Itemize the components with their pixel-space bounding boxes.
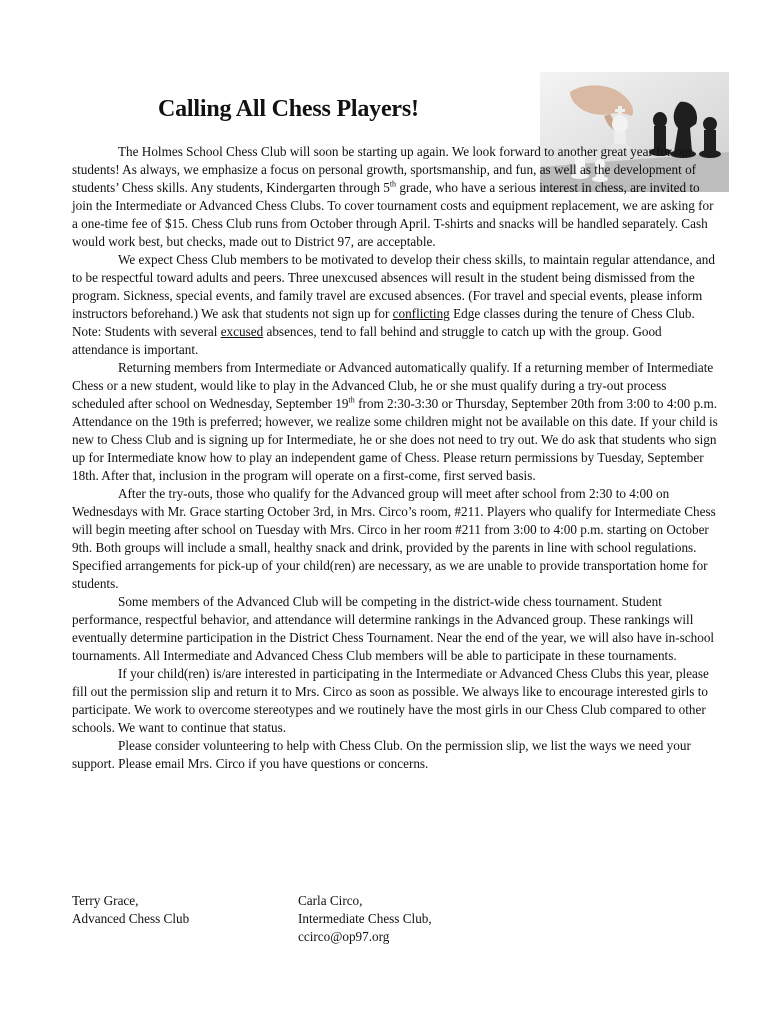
paragraph-6: If your child(ren) is/are interested in participating in the Intermediate or Advanced Chess Clubs this year, please fill out the permission slip and return it to Mrs. Circo as soon as possible. We always like to encourage interested girls to participate. We work to overcome stereotypes and we routinely have the most girls in our Chess Club compared to other schools. We want to continue that status. [72,666,709,735]
paragraph-1-text: The Holmes School Chess Club will soon be starting up again. We look forward to another great year for our students! As always, we emphasize a focus on personal growth, sportsmanship, and fun, as well as the development of students’ Chess skills. Any students, Kindergarten through 5 [72,144,697,195]
page-title: Calling All Chess Players! [158,96,419,122]
paragraph-5: Some members of the Advanced Club will be competing in the district-wide chess tournament. Student performance, respectful behavior, and attendance will determine rankings in the Advanced group. These rankings will eventually determine participation in the District Chess Tournament. Near the end of the year, we will also have in-school tournaments. All Intermediate and Advanced Chess Club members will be able to participate in these tournaments. [72,594,715,663]
letter-body [72,143,718,773]
signer-name: Carla Circo, [298,893,363,908]
paragraph-3 [72,359,718,485]
ordinal-suffix: th [348,395,355,405]
underlined-word-conflicting: conflicting [392,306,450,321]
paragraph-3-text-cont: from 2:30-3:30 or Thursday, September 20th from 3:00 to 4:00 p.m. Attendance on the 19th is preferred; however, we realize some children might not be available on this date. If your child is new to Chess Club and is signing up for Intermediate, he or she does not need to try out. We do ask that students who sign up for Intermediate know how to play an independent game of Chess. Please return permissions by Tuesday, September 18th. After that, inclusion in the program will operate on a first-come, first served basis. [72,396,718,483]
signer-role: Intermediate Chess Club, [298,911,432,926]
paragraph-7: Please consider volunteering to help with Chess Club. On the permission slip, we list the ways we need your support. Please email Mrs. Circo if you have questions or concerns. [72,738,691,771]
signer-name: Terry Grace, [72,893,139,908]
signature-terry-grace [72,892,189,928]
signer-email[interactable]: ccirco@op97.org [298,929,390,944]
signer-role: Advanced Chess Club [72,911,190,926]
paragraph-4: After the try-outs, those who qualify for the Advanced group will meet after school from 2:30 to 4:00 on Wednesdays with Mr. Grace starting October 3rd, in Mrs. Circo’s room, #211. Players who qualify for Intermediate Chess will begin meeting after school on Tuesday with Mrs. Circo in her room #211 from 3:00 to 4:00 p.m. starting on October 9th. Both groups will include a small, healthy snack and drink, provided by the parents in line with school regulations. Specified arrangements for pick-up of your child(ren) are necessary, as we are unable to provide transportation home for students. [72,486,716,591]
paragraph-1-text-cont: grade, who have a serious interest in chess, are invited to join the Intermediate or Advanced Chess Clubs. To cover tournament costs and equipment replacement, we are asking for a one-time fee of $15. Chess Club runs from October through April. T-shirts and snacks will be handled separately. Cash would work best, but checks, made out to District 97, are acceptable. [72,180,714,249]
paragraph-2-text-cont: Edge classes during the tenure of Chess Club. Note: Students with several [72,306,695,339]
paragraph-2 [72,251,718,359]
underlined-word-excused: excused [220,324,264,339]
paragraph-2-text: We expect Chess Club members to be motivated to develop their chess skills, to maintain regular attendance, and to be respectful toward adults and peers. Three unexcused absences will result in the student being dismissed from the program. Sickness, special events, and family travel are excused absences. (For travel and special events, please inform instructors beforehand.) We ask that students not sign up for [72,252,715,321]
ordinal-suffix: th [389,179,397,189]
signature-carla-circo [298,892,432,946]
paragraph-2-text-end: absences, tend to fall behind and struggle to catch up with the group. Good attendance is important. [72,324,662,357]
paragraph-1 [72,143,718,251]
paragraph-3-text: Returning members from Intermediate or Advanced automatically qualify. If a returning member of Intermediate Chess or a new student, would like to play in the Advanced Club, he or she must qualify during a try-out process scheduled after school on Wednesday, September 19 [72,360,714,411]
